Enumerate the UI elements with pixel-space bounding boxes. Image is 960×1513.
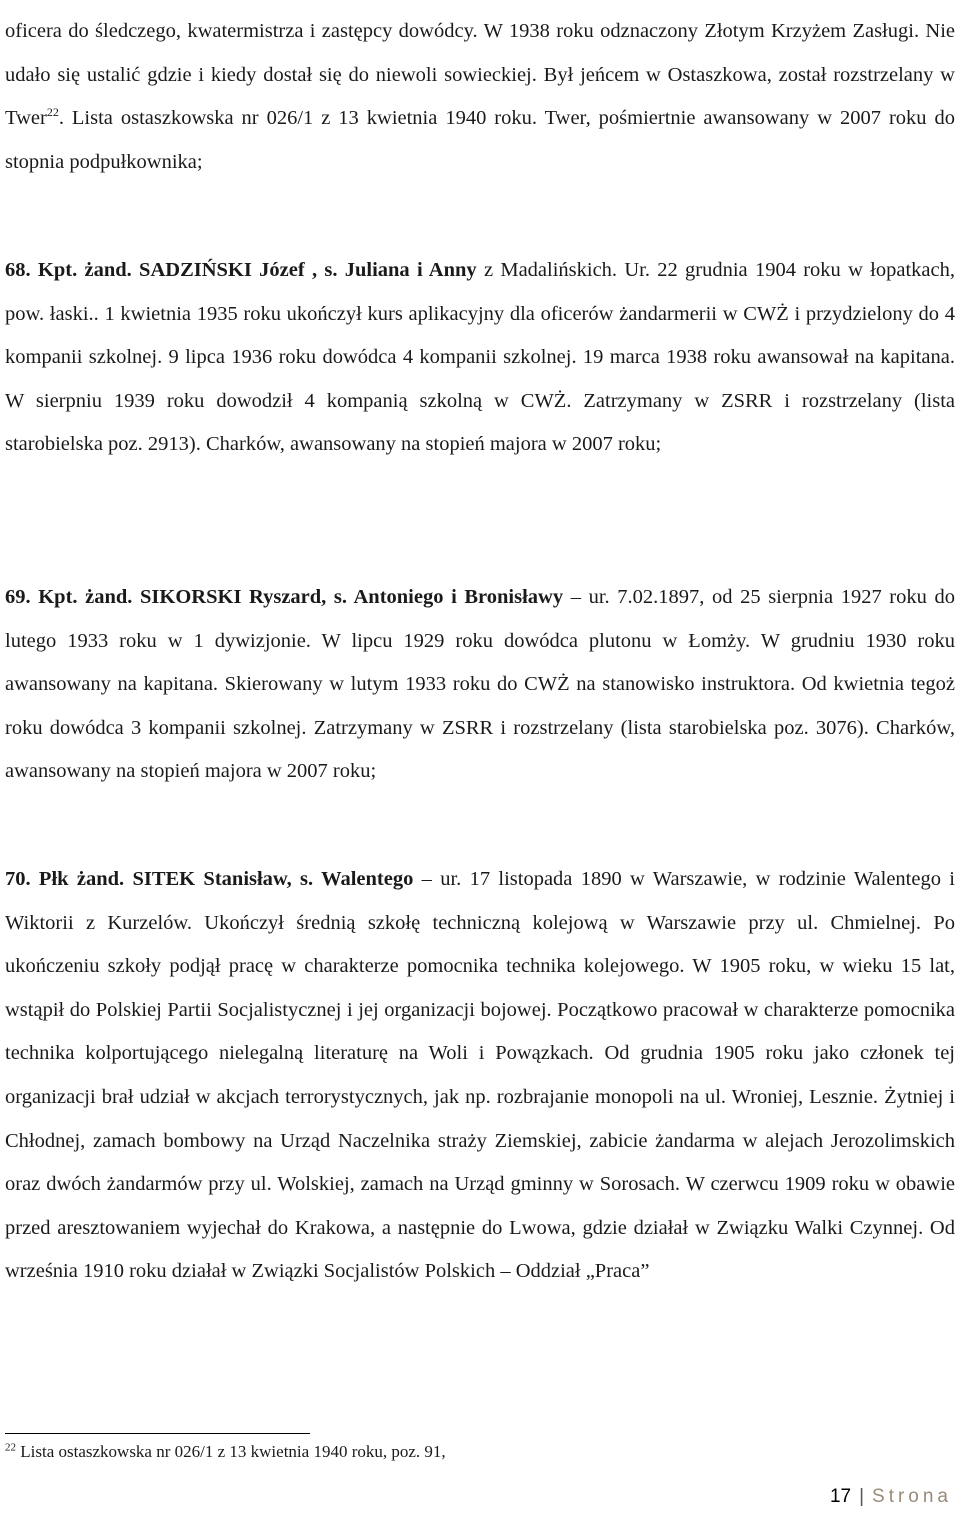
footnote-text: Lista ostaszkowska nr 026/1 z 13 kwietnia 1940 roku, poz. 91, <box>16 1442 446 1461</box>
paragraph-text: . Lista ostaszkowska nr 026/1 z 13 kwietnia 1940 roku. Twer, pośmiertnie awansowany w 2007 roku do stopnia podpułkownika; <box>5 107 955 173</box>
footnote-divider <box>5 1433 310 1434</box>
footnote <box>5 1441 905 1463</box>
entry-69 <box>5 576 955 794</box>
page-number: 17 <box>829 1486 852 1507</box>
footer-separator: | <box>859 1486 865 1507</box>
footer-label: Strona <box>872 1486 952 1507</box>
entry-heading: 69. Kpt. żand. SIKORSKI Ryszard, s. Antoniego i Bronisławy <box>5 586 564 608</box>
paragraph-continuation <box>5 10 955 184</box>
entry-heading: 68. Kpt. żand. SADZIŃSKI Józef , s. Juliana i Anny <box>5 259 477 281</box>
entry-body: z Madalińskich. Ur. 22 grudnia 1904 roku w łopatkach, pow. łaski.. 1 kwietnia 1935 roku ukończył kurs aplikacyjny dla oficerów żandarmerii w CWŻ i przydzielony do 4 kompanii szkolnej. 9 lipca 1936 roku dowódca 4 kompanii szkolnej. 19 marca 1938 roku awansował na kapitana. W sierpniu 1939 roku dowodził 4 kompanią szkolną w CWŻ. Zatrzymany w ZSRR i rozstrzelany (lista starobielska poz. 2913). Charków, awansowany na stopień majora w 2007 roku; <box>5 259 955 456</box>
footnote-ref[interactable]: 22 <box>46 105 59 120</box>
entry-70 <box>5 858 955 1294</box>
entry-68 <box>5 249 955 467</box>
entry-body: – ur. 7.02.1897, od 25 sierpnia 1927 roku do lutego 1933 roku w 1 dywizjonie. W lipcu 1929 roku dowódca plutonu w Łomży. W grudniu 1930 roku awansowany na kapitana. Skierowany w lutym 1933 roku do CWŻ na stanowisko instruktora. Od kwietnia tegoż roku dowódca 3 kompanii szkolnej. Zatrzymany w ZSRR i rozstrzelany (lista starobielska poz. 3076). Charków, awansowany na stopień majora w 2007 roku; <box>5 586 955 783</box>
entry-heading: 70. Płk żand. SITEK Stanisław, s. Walentego <box>5 868 414 890</box>
paragraph-text: oficera do śledczego, kwatermistrza i zastępcy dowódcy. W 1938 roku odznaczony Złotym Krzyżem Zasługi. Nie udało się ustalić gdzie i kiedy dostał się do niewoli sowieckiej. Był jeńcem w Ostaszkowa, został rozstrzelany w Twer <box>5 20 955 130</box>
entry-body: – ur. 17 listopada 1890 w Warszawie, w rodzinie Walentego i Wiktorii z Kurzelów. Ukończył średnią szkołę techniczną kolejową w Warszawie przy ul. Chmielnej. Po ukończeniu szkoły podjął pracę w charakterze pomocnika technika kolejowego. W 1905 roku, w wieku 15 lat, wstąpił do Polskiej Partii Socjalistycznej i jej organizacji bojowej. Początkowo pracował w charakterze pomocnika technika kolportującego nielegalną literaturę na Woli i Powązkach. Od grudnia 1905 roku jako członek tej organizacji brał udział w akcjach terrorystycznych, jak np. rozbrajanie monopoli na ul. Wroniej, Lesznie. Żytniej i Chłodnej, zamach bombowy na Urząd Naczelnika straży Ziemskiej, zabicie żandarma w alejach Jerozolimskich oraz dwóch żandarmów przy ul. Wolskiej, zamach na Urząd gminny w Sorosach. W czerwcu 1909 roku w obawie przed aresztowaniem wyjechał do Krakowa, a następnie do Lwowa, gdzie działał w Związku Walki Czynnej. Od września 1910 roku działał w Związki Socjalistów Polskich – Oddział „Praca” <box>5 868 955 1283</box>
page-footer <box>830 1486 952 1508</box>
footnote-number: 22 <box>5 1441 16 1454</box>
